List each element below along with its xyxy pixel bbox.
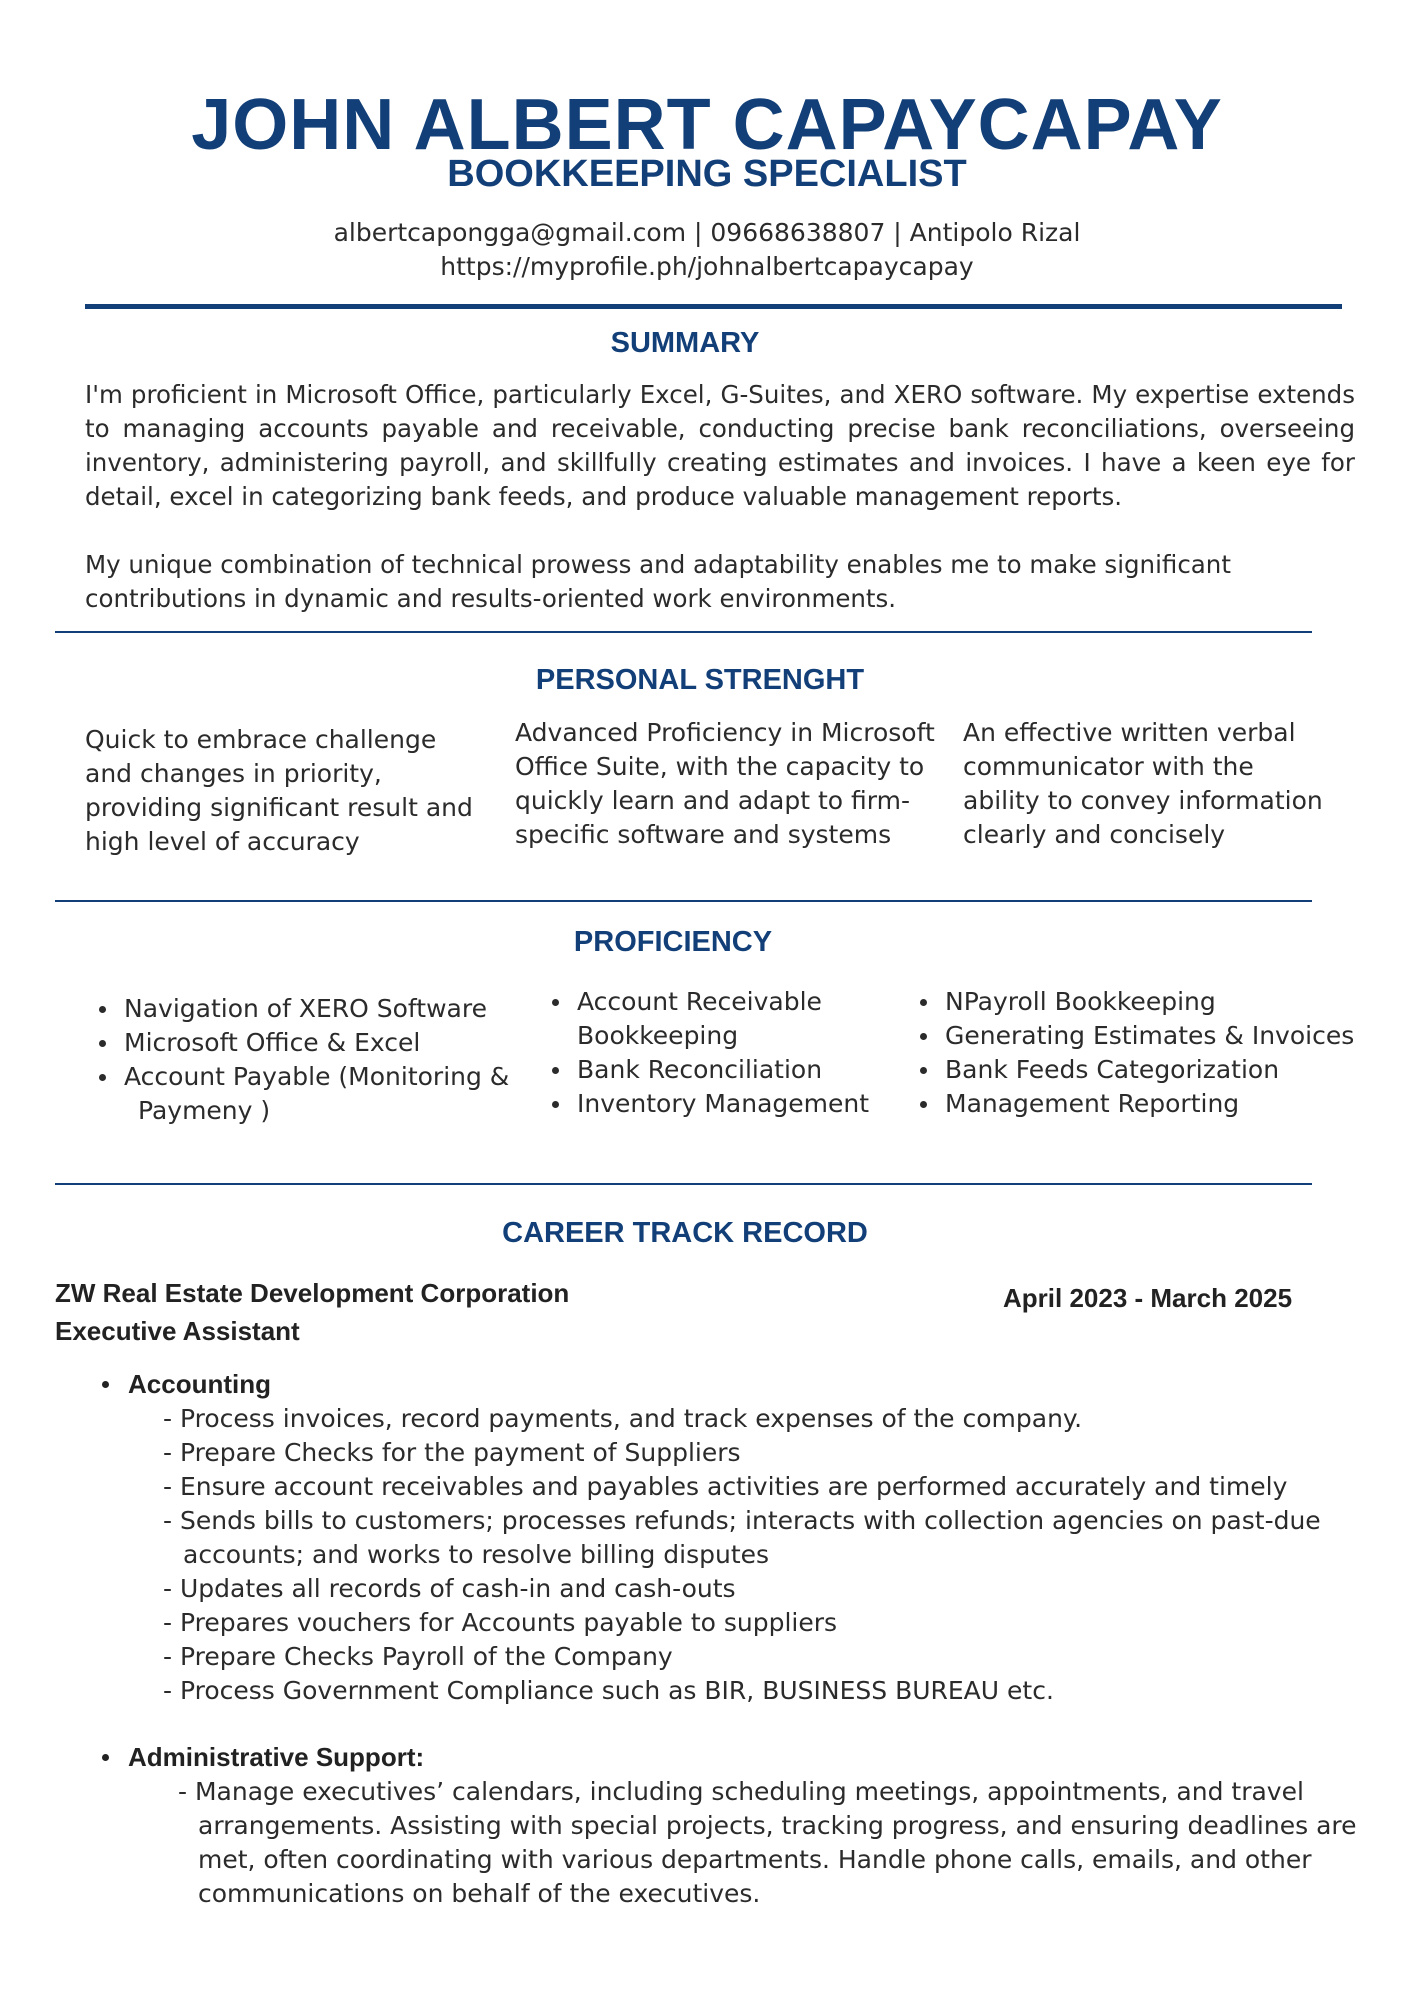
proficiency-list-3 xyxy=(915,985,1365,1121)
job-company: ZW Real Estate Development Corporation xyxy=(55,1278,570,1308)
header-divider xyxy=(85,304,1342,309)
job-dates: April 2023 - March 2025 xyxy=(1003,1283,1293,1313)
summary-paragraph-1: I'm proficient in Microsoft Office, particularly Excel, G-Suites, and XERO software. My expertise extends to managing accounts payable and receivable, conducting precise bank reconciliations, overseeing inventory, administering payroll, and skillfully creating estimates and invoices. I have a keen eye for detail, excel in categorizing bank feeds, and produce valuable management reports. xyxy=(85,380,1355,511)
task-line-continuation: accounts; and works to resolve billing disputes xyxy=(183,1540,770,1569)
task-line: - Manage executives’ calendars, including scheduling meetings, appointments, and travel xyxy=(178,1777,1304,1806)
accounting-heading: Accounting xyxy=(128,1369,271,1399)
summary-title: SUMMARY xyxy=(610,327,760,359)
list-item-text: Account Payable (Monitoring & xyxy=(124,1062,510,1091)
profile-link[interactable]: https://myprofile.ph/johnalbertcapaycapay xyxy=(440,252,974,281)
list-item: Inventory Management xyxy=(547,1087,897,1121)
strengths-title: PERSONAL STRENGHT xyxy=(535,664,865,696)
proficiency-list-2 xyxy=(547,985,897,1121)
task-line-continuation: met, often coordinating with various departments. Handle phone calls, emails, and other xyxy=(198,1845,1312,1874)
task-line: - Process Government Compliance such as BIR, BUSINESS BUREAU etc. xyxy=(163,1676,1054,1705)
task-line: - Updates all records of cash-in and cash-outs xyxy=(163,1574,736,1603)
strength-item: An effective written verbal communicator with the ability to convey information clearly and concisely xyxy=(963,718,1323,849)
section-divider xyxy=(55,631,1312,633)
proficiency-list-1 xyxy=(94,992,514,1128)
list-item: Bank Reconciliation xyxy=(547,1053,897,1087)
accounting-task-list xyxy=(163,1402,1343,1708)
candidate-name: JOHN ALBERT CAPAYCAPAY xyxy=(191,85,1223,165)
list-item: Management Reporting xyxy=(915,1087,1365,1121)
contact-info: albertcapongga@gmail.com | 09668638807 | Antipolo Rizal xyxy=(333,218,1081,247)
task-line: - Sends bills to customers; processes refunds; interacts with collection agencies on past-due xyxy=(163,1506,1321,1535)
list-item: Navigation of XERO Software xyxy=(94,992,514,1026)
task-line: - Prepare Checks Payroll of the Company xyxy=(163,1642,673,1671)
strength-item: Advanced Proficiency in Microsoft Office Suite, with the capacity to quickly learn and adapt to firm-specific software and systems xyxy=(515,718,935,849)
strength-item: Quick to embrace challenge and changes in priority, providing significant result and high level of accuracy xyxy=(85,725,473,856)
task-line-continuation: communications on behalf of the executives. xyxy=(198,1879,761,1908)
job-position: Executive Assistant xyxy=(55,1316,300,1346)
admin-heading: Administrative Support: xyxy=(128,1742,425,1772)
job-role-title: BOOKKEEPING SPECIALIST xyxy=(447,153,967,195)
list-item-text: Account Receivable xyxy=(577,987,822,1016)
summary-paragraph-2: My unique combination of technical prowess and adaptability enables me to make significant contributions in dynamic and results-oriented work environments. xyxy=(85,550,1231,613)
task-line: - Process invoices, record payments, and track expenses of the company. xyxy=(163,1404,1083,1433)
career-title: CAREER TRACK RECORD xyxy=(502,1217,868,1249)
task-line: - Prepares vouchers for Accounts payable to suppliers xyxy=(163,1608,838,1637)
list-item xyxy=(547,985,897,1053)
list-item xyxy=(94,1060,514,1128)
list-item: Microsoft Office & Excel xyxy=(94,1026,514,1060)
section-divider xyxy=(55,1183,1312,1185)
proficiency-title: PROFICIENCY xyxy=(573,926,773,958)
list-item-continuation: Paymeny ) xyxy=(138,1096,271,1125)
task-line: - Ensure account receivables and payables activities are performed accurately and timely xyxy=(163,1472,1288,1501)
list-item: Generating Estimates & Invoices xyxy=(915,1019,1365,1053)
admin-task-list xyxy=(178,1775,1358,1911)
list-item-continuation: Bookkeeping xyxy=(577,1021,739,1050)
task-line: - Prepare Checks for the payment of Suppliers xyxy=(163,1438,741,1467)
task-line-continuation: arrangements. Assisting with special projects, tracking progress, and ensuring deadlines are xyxy=(198,1811,1357,1840)
list-item: Bank Feeds Categorization xyxy=(915,1053,1365,1087)
section-divider xyxy=(55,900,1312,902)
list-item: NPayroll Bookkeeping xyxy=(915,985,1365,1019)
